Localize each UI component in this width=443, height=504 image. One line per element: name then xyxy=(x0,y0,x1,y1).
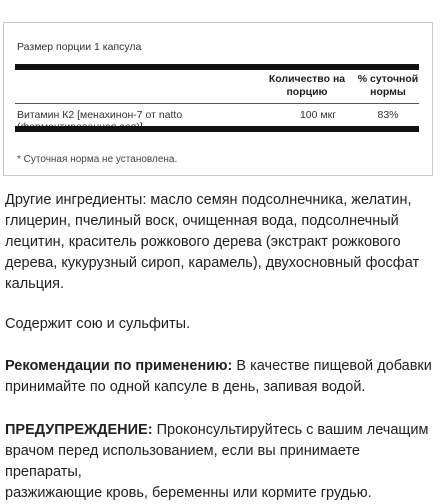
amount-per-serving-header xyxy=(262,73,352,99)
usage-label: Рекомендации по применению: xyxy=(5,358,233,374)
other-ingredients-line: глицерин, пчелиный воск, очищенная вода, подсолнечный xyxy=(5,213,399,229)
serving-size: Размер порции 1 капсула xyxy=(17,41,142,53)
warning-label: ПРЕДУПРЕЖДЕНИЕ: xyxy=(5,422,153,438)
facts-bottom-divider xyxy=(15,126,419,132)
warning-section xyxy=(5,420,435,504)
supplement-facts-panel xyxy=(3,22,433,176)
warning-line2: врачом перед использованием, если вы принимаете препараты, xyxy=(5,443,360,480)
other-ingredients-line: кальция. xyxy=(5,276,65,292)
ingredient-name-line1: Витамин К2 [менахинон-7 от natto xyxy=(17,109,183,121)
ingredient-daily-value: 83% xyxy=(377,109,399,121)
facts-top-divider xyxy=(15,64,419,70)
allergen-statement: Содержит сою и сульфиты. xyxy=(5,316,191,332)
other-ingredients xyxy=(5,190,435,295)
usage-line1 xyxy=(5,356,435,377)
ingredient-amount: 100 мкг xyxy=(299,109,337,121)
other-ingredients-line: дерева, кукурузный сироп, карамель), двухосновный фосфат xyxy=(5,255,420,271)
usage-text: В качестве пищевой добавки xyxy=(232,358,432,374)
warning-line3: разжижающие кровь, беременны или кормите грудью. xyxy=(5,485,372,501)
dv-header-line2: нормы xyxy=(370,86,406,98)
facts-footnote: * Суточная норма не установлена. xyxy=(17,154,178,165)
warning-text: Проконсультируйтесь с вашим лечащим xyxy=(152,422,429,438)
usage-recommendations xyxy=(5,356,435,398)
amount-header-line1: Количество на xyxy=(268,73,346,85)
header-divider xyxy=(15,103,419,104)
amount-header-line2: порцию xyxy=(286,86,328,98)
dv-header-line1: % суточной xyxy=(357,73,419,85)
other-ingredients-line: Другие ингредиенты: масло семян подсолнечника, желатин, xyxy=(5,192,412,208)
daily-value-header xyxy=(356,73,420,99)
other-ingredients-line: лецитин, краситель рожкового дерева (экстракт рожкового xyxy=(5,234,401,250)
warning-line1 xyxy=(5,420,435,441)
usage-line2: принимайте по одной капсуле в день, запивая водой. xyxy=(5,379,366,395)
